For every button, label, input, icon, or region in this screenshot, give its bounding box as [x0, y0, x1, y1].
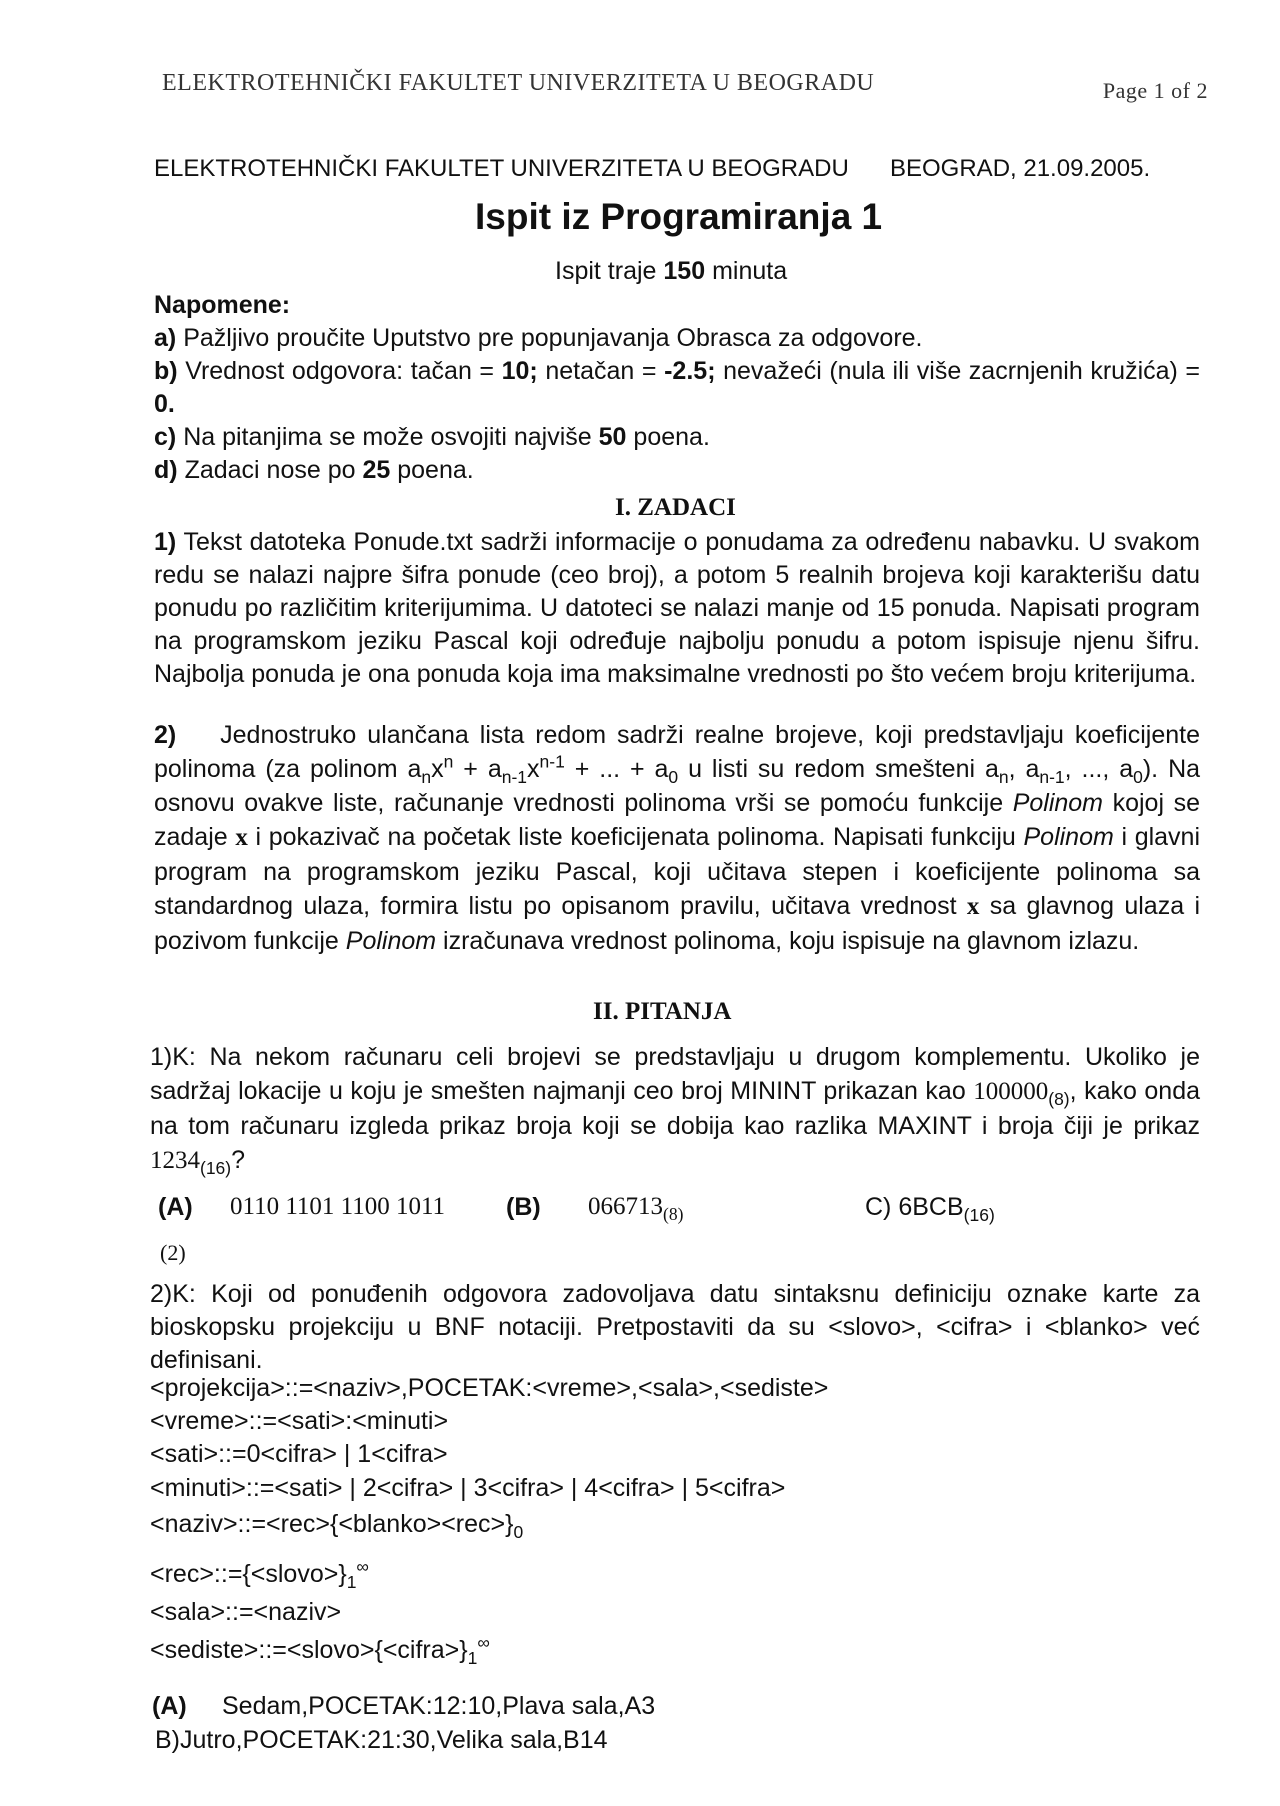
place-date: BEOGRAD, 21.09.2005.	[890, 155, 1151, 182]
q2-answer-a-label: (A)	[152, 1692, 187, 1720]
q1-option-c: C) $6BCB_{(16)}$	[865, 1193, 995, 1226]
bnf-line: <vreme>::=<sati>:<minuti>	[150, 1407, 449, 1435]
q1-points: (2)	[160, 1240, 186, 1265]
question-1: 1)K: Na nekom računaru celi brojevi se predstavljaju u drugom komplementu. Ukoliko je sadržaj lokacije u koju je smešten najmanji ceo broj MININT prikazan kao $100000_{(8)}$, kako onda na tom računaru izgleda prikaz broja koji se dobija kao razlika MAXINT i broja čiji je prikaz $1234_{(16)}$?	[150, 1043, 1201, 1179]
notes-list	[154, 322, 1200, 487]
question-2: 2)K: Koji od ponuđenih odgovora zadovoljava datu sintaksnu definiciju oznake karte za bioskopsku projekciju u BNF notaciji. Pretpostaviti da su <slovo>, <cifra> i <blanko> već definisani.	[150, 1280, 1200, 1374]
q2-answer-a: Sedam,POCETAK:12:10,Plava sala,A3	[222, 1692, 656, 1720]
section-zadaci-heading: I. ZADACI	[615, 494, 736, 521]
coefficient-list: $a_n$, $a_{n-1}$, ..., $a_0$).	[984, 755, 1159, 788]
q2-answer-b: B)Jutro,POCETAK:21:30,Velika sala,B14	[155, 1726, 608, 1754]
section-pitanja-heading: II. PITANJA	[593, 998, 732, 1025]
bnf-line: $<sediste>::=<slovo>\{<cifra>\}_1^\infty$	[150, 1632, 490, 1669]
note-d: d) Zadaci nose po 25 poena.	[154, 456, 474, 484]
q1-option-b: $066713_{(8)}$	[588, 1193, 684, 1225]
page-number: Page 1 of 2	[1102, 78, 1208, 103]
running-header: ELEKTROTEHNIČKI FAKULTET UNIVERZITETA U BEOGRADU	[162, 70, 875, 96]
task-1: 1) Tekst datoteka Ponude.txt sadrži informacije o ponudama za određenu nabavku. U svakom redu se nalazi najpre šifra ponude (ceo broj), a potom 5 realnih brojeva koji karakterišu datu ponudu po različitim kriterijumima. U datoteci se nalazi manje od 15 ponuda. Napisati program na programskom jeziku Pascal koji određuje najbolju ponudu a potom ispisuje njenu šifru. Najbolja ponuda je ona ponuda koja ima maksimalne vrednosti po što većem broju kriterijuma.	[154, 528, 1200, 688]
exam-title: Ispit iz Programiranja 1	[475, 196, 883, 237]
polynomial-formula: $a_nx^n + a_{n-1}x^{n-1}$ + ... + $a_0$	[407, 751, 679, 788]
bnf-line: <projekcija>::=<naziv>,POCETAK:<vreme>,<sala>,<sediste>	[150, 1374, 829, 1402]
bnf-line: $<naziv>::=<rec>\{<blanko><rec>\}_0$	[150, 1510, 524, 1543]
bnf-line: <sala>::=<naziv>	[150, 1598, 342, 1626]
bnf-line: $<rec>::=\{<slovo>\}_1^\infty$	[150, 1556, 369, 1593]
institution-header: ELEKTROTEHNIČKI FAKULTET UNIVERZITETA U BEOGRADU	[154, 155, 849, 182]
notes-heading: Napomene:	[154, 291, 291, 319]
q1-option-a-label: (A)	[158, 1193, 193, 1221]
bnf-line: <minuti>::=<sati> | 2<cifra> | 3<cifra> | 4<cifra> | 5<cifra>	[150, 1474, 786, 1502]
exam-duration: Ispit traje 150 minuta	[555, 257, 788, 285]
q1-option-a: 0110 1101 1100 1011	[230, 1193, 446, 1220]
note-b: b) Vrednost odgovora: tačan = 10; netačan = -2.5; nevažeći (nula ili više zacrnjenih kružića) = 0.	[154, 357, 1201, 418]
bnf-line: <sati>::=0<cifra> | 1<cifra>	[150, 1440, 448, 1468]
q1-option-b-label: (B)	[506, 1193, 541, 1221]
note-a: a) Pažljivo proučite Uputstvo pre popunjavanja Obrasca za odgovore.	[154, 324, 923, 352]
task-2: 2) Jednostruko ulančana lista redom sadrži realne brojeve, koji predstavljaju koeficijente polinoma (za polinom $a_nx^n + a_{n-1}x^{n-1}$ + ... + $a_0$ u listi su redom smešteni $a_n$, $a_{n-1}$, ..., $a_0$). Na osnovu ovakve liste, računanje vrednosti polinoma vrši se pomoću funkcije Polinom kojoj se zadaje x i pokazivač na početak liste koeficijenata polinoma. Napisati funkciju Polinom i glavni program na programskom jeziku Pascal, koji učitava stepen i koeficijente polinoma sa standardnog ulaza, formira listu po opisanom pravilu, učitava vrednost x sa glavnog ulaza i pozivom funkcije Polinom izračunava vrednost polinoma, koju ispisuje na glavnom izlazu.	[154, 721, 1201, 955]
note-c: c) Na pitanjima se može osvojiti najviše 50 poena.	[154, 423, 710, 451]
